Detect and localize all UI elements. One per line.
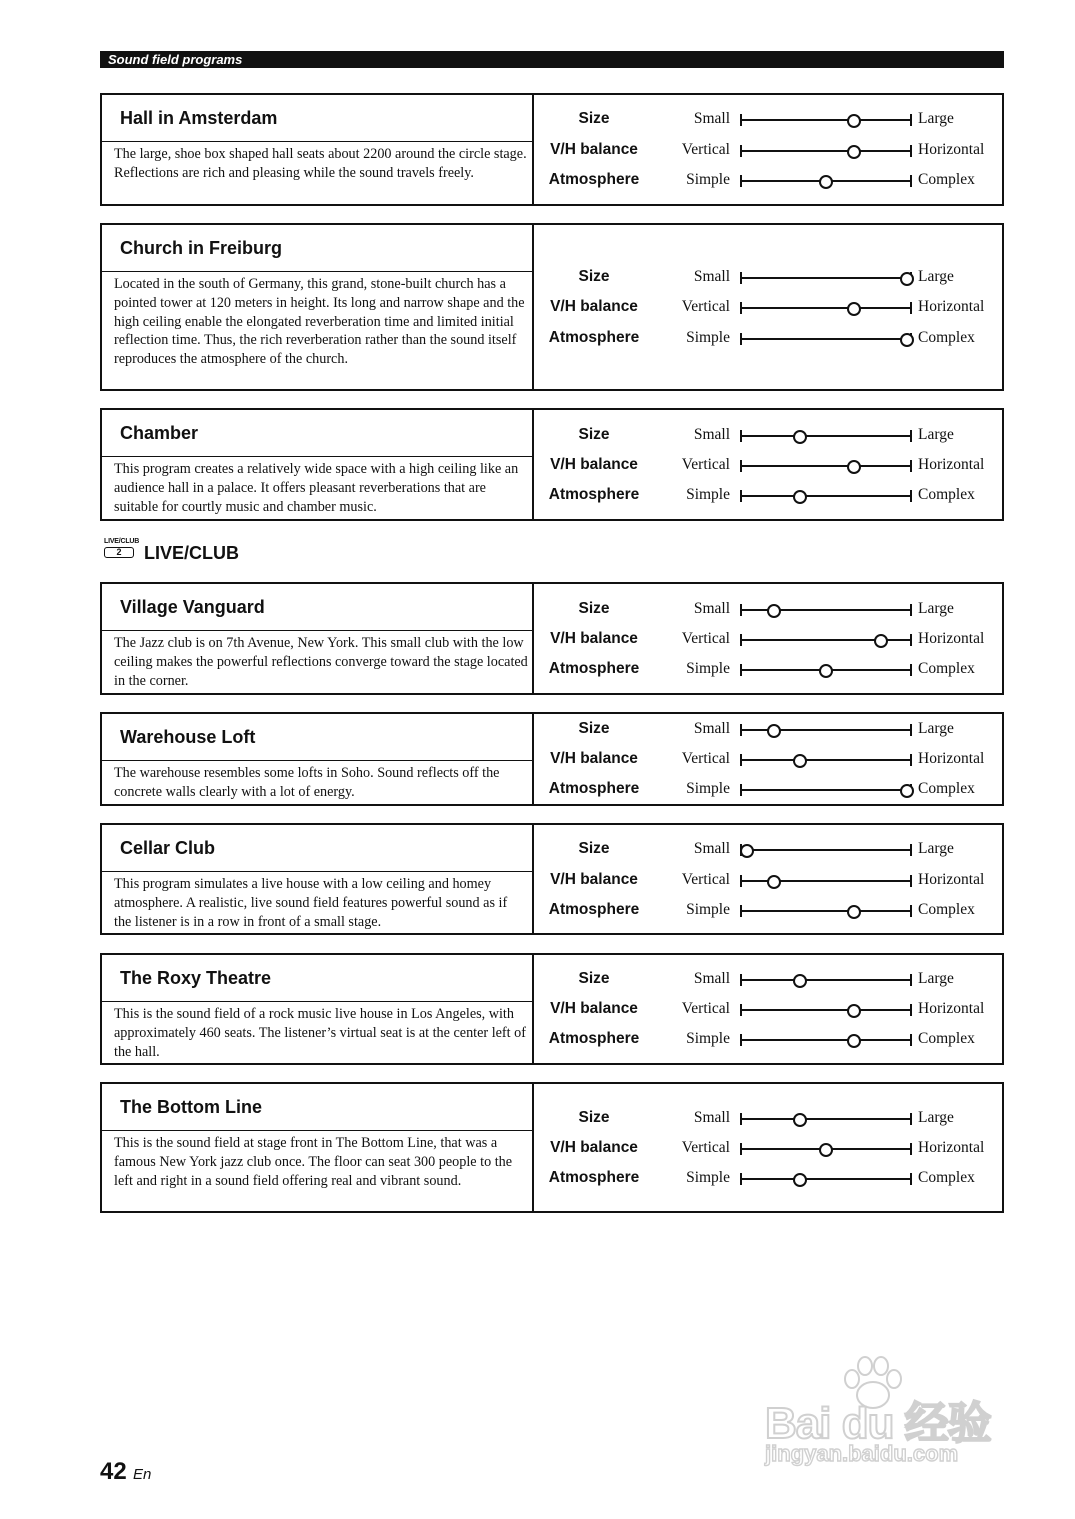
param-label-size: Size (578, 1109, 610, 1126)
program-box (100, 93, 1004, 206)
scale-right-end (910, 974, 912, 986)
scale-right-end (910, 604, 912, 616)
param-scale-atmosphere (740, 1032, 912, 1048)
scale-right-end (910, 634, 912, 646)
scale-right-end (910, 754, 912, 766)
param-label-vh-balance: V/H balance (550, 871, 638, 888)
param-row-atmosphere (534, 778, 1002, 802)
scale-right-end (910, 875, 912, 887)
param-scale-atmosphere (740, 1171, 912, 1187)
scale-left-end (740, 1034, 742, 1046)
scale-left-end (740, 634, 742, 646)
program-title: Cellar Club (102, 825, 532, 872)
param-low-label: Small (693, 268, 730, 285)
program-title: Village Vanguard (102, 584, 532, 631)
param-row-vh-balance (534, 869, 1002, 893)
param-low-label: Vertical (681, 1000, 730, 1017)
param-scale-size (740, 1111, 912, 1127)
scale-right-end (910, 1034, 912, 1046)
scale-right-end (910, 1173, 912, 1185)
param-high-label: Complex (918, 660, 975, 677)
scale-marker (847, 114, 861, 128)
param-scale-size (740, 112, 912, 128)
program-info (102, 95, 534, 204)
param-low-label: Vertical (681, 630, 730, 647)
scale-marker (847, 145, 861, 159)
param-high-label: Complex (918, 171, 975, 188)
param-low-label: Vertical (681, 871, 730, 888)
param-scale-size (740, 428, 912, 444)
param-high-label: Large (918, 110, 954, 127)
param-low-label: Small (693, 840, 730, 857)
param-row-atmosphere (534, 1028, 1002, 1052)
param-low-label: Simple (686, 660, 730, 677)
param-scale-vh-balance (740, 752, 912, 768)
program-box (100, 1082, 1004, 1213)
scale-right-end (910, 1113, 912, 1125)
param-high-label: Horizontal (918, 1139, 985, 1156)
param-row-vh-balance (534, 296, 1002, 320)
scale-right-end (910, 905, 912, 917)
live-club-icon-number: 2 (104, 547, 134, 558)
scale-line (740, 495, 912, 497)
param-label-size: Size (578, 426, 610, 443)
scale-left-end (740, 1173, 742, 1185)
param-high-label: Large (918, 268, 954, 285)
program-box (100, 408, 1004, 521)
scale-marker (793, 490, 807, 504)
program-info (102, 584, 534, 693)
page-language: En (133, 1466, 152, 1483)
param-scale-vh-balance (740, 300, 912, 316)
scale-left-end (740, 145, 742, 157)
param-label-size: Size (578, 600, 610, 617)
program-parameters (534, 225, 1002, 389)
program-box (100, 953, 1004, 1065)
param-high-label: Horizontal (918, 141, 985, 158)
scale-marker (847, 1034, 861, 1048)
param-label-atmosphere: Atmosphere (548, 780, 640, 797)
param-row-size (534, 1107, 1002, 1131)
param-low-label: Simple (686, 901, 730, 918)
param-label-size: Size (578, 110, 610, 127)
scale-right-end (910, 175, 912, 187)
param-low-label: Small (693, 720, 730, 737)
scale-line (740, 119, 912, 121)
param-low-label: Vertical (681, 456, 730, 473)
param-low-label: Small (693, 600, 730, 617)
param-label-atmosphere: Atmosphere (548, 1030, 640, 1047)
program-description: The warehouse resembles some lofts in Soho. Sound reflects off the concrete walls clearly with a lot of energy. (114, 765, 500, 800)
param-row-atmosphere (534, 658, 1002, 682)
param-high-label: Complex (918, 1169, 975, 1186)
scale-left-end (740, 1143, 742, 1155)
program-title: Hall in Amsterdam (102, 95, 532, 142)
scale-left-end (740, 875, 742, 887)
scale-left-end (740, 754, 742, 766)
scale-left-end (740, 175, 742, 187)
program-parameters (534, 95, 1002, 204)
param-low-label: Simple (686, 486, 730, 503)
scale-marker (793, 974, 807, 988)
scale-left-end (740, 1004, 742, 1016)
param-label-atmosphere: Atmosphere (548, 901, 640, 918)
scale-marker (847, 302, 861, 316)
program-title: The Bottom Line (102, 1084, 532, 1131)
live-club-icon-label: LIVE/CLUB (104, 538, 140, 545)
program-title: Church in Freiburg (102, 225, 532, 272)
scale-marker (793, 1113, 807, 1127)
scale-left-end (740, 905, 742, 917)
program-parameters (534, 825, 1002, 933)
param-high-label: Horizontal (918, 298, 985, 315)
section-header: Sound field programs (100, 51, 1004, 68)
scale-left-end (740, 784, 742, 796)
param-low-label: Simple (686, 329, 730, 346)
program-title: Chamber (102, 410, 532, 457)
scale-right-end (910, 430, 912, 442)
scale-left-end (740, 302, 742, 314)
param-high-label: Large (918, 970, 954, 987)
program-box (100, 712, 1004, 806)
scale-line (740, 759, 912, 761)
param-label-size: Size (578, 970, 610, 987)
page-number: 42 (100, 1458, 127, 1485)
scale-right-end (910, 724, 912, 736)
scale-line (740, 277, 912, 279)
param-low-label: Simple (686, 1169, 730, 1186)
scale-marker (793, 1173, 807, 1187)
scale-marker (793, 754, 807, 768)
param-row-size (534, 266, 1002, 290)
program-box (100, 223, 1004, 391)
param-scale-size (740, 722, 912, 738)
scale-line (740, 1178, 912, 1180)
scale-right-end (910, 490, 912, 502)
param-row-size (534, 718, 1002, 742)
param-low-label: Small (693, 970, 730, 987)
program-title: The Roxy Theatre (102, 955, 532, 1002)
param-high-label: Horizontal (918, 1000, 985, 1017)
scale-right-end (910, 844, 912, 856)
baidu-watermark (760, 1355, 1020, 1475)
scale-line (740, 465, 912, 467)
scale-left-end (740, 664, 742, 676)
scale-left-end (740, 114, 742, 126)
scale-left-end (740, 974, 742, 986)
param-high-label: Complex (918, 780, 975, 797)
param-high-label: Horizontal (918, 456, 985, 473)
scale-marker (819, 1143, 833, 1157)
program-box (100, 823, 1004, 935)
program-description: Located in the south of Germany, this grand, stone-built church has a pointed tower at 120 meters in height. Its long and narrow shape and the high ceiling enable the elongated reverberation time and limited initial reflection time. Thus, the rich reverberation rather than the sound itself reproduces the atmosphere of the church. (114, 276, 525, 368)
program-description: This program simulates a live house with a low ceiling and homey atmosphere. A realistic, live sound field features powerful sound as if the listener is in a row in front of a small stage. (114, 876, 508, 930)
param-scale-size (740, 270, 912, 286)
program-info (102, 225, 534, 389)
param-label-size: Size (578, 720, 610, 737)
scale-left-end (740, 490, 742, 502)
param-scale-atmosphere (740, 782, 912, 798)
program-description: This is the sound field of a rock music live house in Los Angeles, with approximately 460 seats. The listener’s virtual seat is at the center left of the hall. (114, 1006, 526, 1060)
scale-line (740, 729, 912, 731)
live-club-button-icon (102, 538, 138, 562)
param-scale-atmosphere (740, 331, 912, 347)
param-row-atmosphere (534, 1167, 1002, 1191)
param-label-atmosphere: Atmosphere (548, 329, 640, 346)
param-row-atmosphere (534, 899, 1002, 923)
scale-marker (740, 844, 754, 858)
param-row-atmosphere (534, 327, 1002, 351)
param-row-size (534, 424, 1002, 448)
scale-marker (900, 784, 914, 798)
program-description: The large, shoe box shaped hall seats about 2200 around the circle stage. Reflections are rich and pleasing while the sound travels freely. (114, 146, 527, 181)
scale-left-end (740, 604, 742, 616)
scale-marker (900, 333, 914, 347)
program-info (102, 955, 534, 1063)
scale-right-end (910, 1143, 912, 1155)
param-scale-vh-balance (740, 143, 912, 159)
program-info (102, 825, 534, 933)
param-high-label: Complex (918, 329, 975, 346)
param-low-label: Vertical (681, 1139, 730, 1156)
param-row-vh-balance (534, 454, 1002, 478)
scale-right-end (910, 664, 912, 676)
param-high-label: Horizontal (918, 630, 985, 647)
param-low-label: Simple (686, 1030, 730, 1047)
param-label-vh-balance: V/H balance (550, 750, 638, 767)
scale-line (740, 979, 912, 981)
scale-line (740, 150, 912, 152)
scale-line (740, 1118, 912, 1120)
param-row-atmosphere (534, 484, 1002, 508)
program-description: The Jazz club is on 7th Avenue, New York. This small club with the low ceiling makes the powerful reflections converge toward the stage located in the corner. (114, 635, 528, 689)
scale-marker (767, 604, 781, 618)
param-high-label: Complex (918, 486, 975, 503)
param-label-vh-balance: V/H balance (550, 141, 638, 158)
param-label-vh-balance: V/H balance (550, 1000, 638, 1017)
program-info (102, 410, 534, 519)
scale-marker (767, 875, 781, 889)
param-scale-atmosphere (740, 488, 912, 504)
live-club-label: LIVE/CLUB (144, 543, 240, 563)
scale-line (740, 338, 912, 340)
param-scale-size (740, 602, 912, 618)
scale-marker (767, 724, 781, 738)
program-info (102, 1084, 534, 1211)
param-row-vh-balance (534, 1137, 1002, 1161)
param-high-label: Large (918, 1109, 954, 1126)
param-low-label: Vertical (681, 298, 730, 315)
scale-left-end (740, 430, 742, 442)
param-high-label: Large (918, 600, 954, 617)
param-row-vh-balance (534, 998, 1002, 1022)
scale-line (740, 849, 912, 851)
program-parameters (534, 1084, 1002, 1211)
scale-marker (819, 175, 833, 189)
param-low-label: Simple (686, 171, 730, 188)
param-scale-atmosphere (740, 662, 912, 678)
param-row-atmosphere (534, 169, 1002, 193)
scale-line (740, 910, 912, 912)
scale-left-end (740, 272, 742, 284)
param-scale-size (740, 842, 912, 858)
scale-line (740, 789, 912, 791)
program-parameters (534, 714, 1002, 804)
param-low-label: Simple (686, 780, 730, 797)
scale-marker (900, 272, 914, 286)
param-label-size: Size (578, 268, 610, 285)
param-row-size (534, 598, 1002, 622)
param-scale-vh-balance (740, 458, 912, 474)
scale-right-end (910, 460, 912, 472)
program-info (102, 714, 534, 804)
scale-line (740, 880, 912, 882)
live-club-heading (100, 538, 400, 568)
watermark-logo-text: Bai du 经验 (765, 1399, 991, 1448)
scale-left-end (740, 460, 742, 472)
program-title: Warehouse Loft (102, 714, 532, 761)
scale-line (740, 435, 912, 437)
scale-right-end (910, 114, 912, 126)
param-low-label: Small (693, 1109, 730, 1126)
param-label-atmosphere: Atmosphere (548, 171, 640, 188)
param-high-label: Horizontal (918, 871, 985, 888)
param-scale-atmosphere (740, 903, 912, 919)
scale-marker (847, 1004, 861, 1018)
scale-marker (847, 905, 861, 919)
param-scale-atmosphere (740, 173, 912, 189)
scale-marker (847, 460, 861, 474)
param-scale-size (740, 972, 912, 988)
param-scale-vh-balance (740, 632, 912, 648)
scale-left-end (740, 724, 742, 736)
param-high-label: Complex (918, 901, 975, 918)
param-row-vh-balance (534, 628, 1002, 652)
param-high-label: Complex (918, 1030, 975, 1047)
param-low-label: Small (693, 110, 730, 127)
program-parameters (534, 955, 1002, 1063)
param-label-atmosphere: Atmosphere (548, 660, 640, 677)
param-label-atmosphere: Atmosphere (548, 486, 640, 503)
scale-right-end (910, 302, 912, 314)
param-low-label: Small (693, 426, 730, 443)
scale-left-end (740, 333, 742, 345)
param-row-size (534, 108, 1002, 132)
param-high-label: Large (918, 720, 954, 737)
param-label-vh-balance: V/H balance (550, 298, 638, 315)
scale-right-end (910, 145, 912, 157)
program-description: This is the sound field at stage front in The Bottom Line, that was a famous New York jazz club once. The floor can seat 300 people to the left and right in a sound field offering real and vibrant sound. (114, 1135, 513, 1189)
param-label-vh-balance: V/H balance (550, 456, 638, 473)
scale-marker (793, 430, 807, 444)
watermark-url: jingyan.baidu.com (765, 1441, 959, 1466)
param-high-label: Horizontal (918, 750, 985, 767)
param-row-vh-balance (534, 748, 1002, 772)
param-label-vh-balance: V/H balance (550, 630, 638, 647)
scale-marker (874, 634, 888, 648)
param-scale-vh-balance (740, 1141, 912, 1157)
param-row-vh-balance (534, 139, 1002, 163)
param-label-vh-balance: V/H balance (550, 1139, 638, 1156)
param-high-label: Large (918, 840, 954, 857)
scale-line (740, 1039, 912, 1041)
scale-line (740, 609, 912, 611)
program-parameters (534, 584, 1002, 693)
scale-right-end (910, 1004, 912, 1016)
param-scale-vh-balance (740, 1002, 912, 1018)
scale-line (740, 307, 912, 309)
param-high-label: Large (918, 426, 954, 443)
param-low-label: Vertical (681, 750, 730, 767)
param-label-size: Size (578, 840, 610, 857)
program-box (100, 582, 1004, 695)
scale-line (740, 1009, 912, 1011)
program-description: This program creates a relatively wide space with a high ceiling like an audience hall in a palace. It offers pleasant reverberations that are suitable for courtly music and chamber music. (114, 461, 519, 515)
scale-left-end (740, 1113, 742, 1125)
param-row-size (534, 838, 1002, 862)
param-scale-vh-balance (740, 873, 912, 889)
program-parameters (534, 410, 1002, 519)
scale-marker (819, 664, 833, 678)
param-label-atmosphere: Atmosphere (548, 1169, 640, 1186)
param-row-size (534, 968, 1002, 992)
param-low-label: Vertical (681, 141, 730, 158)
